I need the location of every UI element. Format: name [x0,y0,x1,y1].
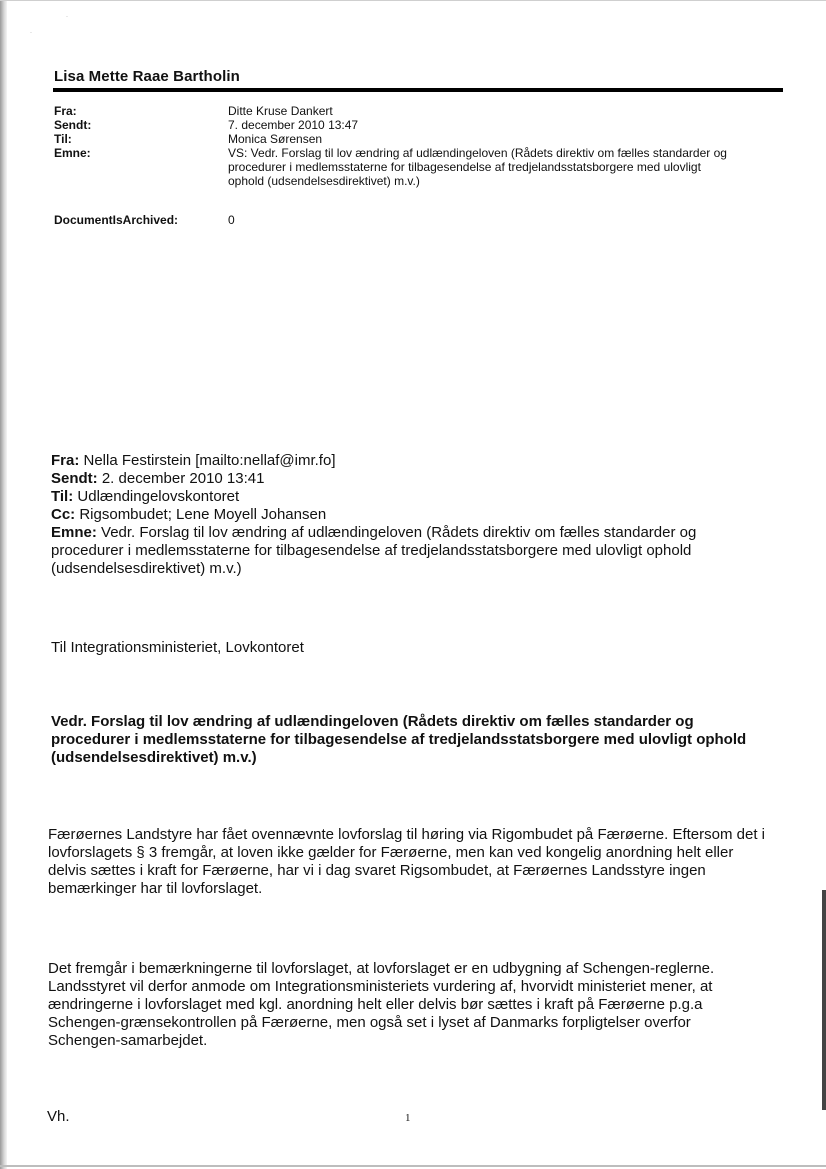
fwd-subject-row [51,524,771,578]
page-number: 1 [405,1112,411,1124]
meta-to-label: Til: [54,132,72,146]
subject-heading: Vedr. Forslag til lov ændring af udlændingeloven (Rådets direktiv om fælles standarder og procedurer i medlemsstaterne for tilbagesendelse af tredjelandsstatsborgere med ulovligt ophold (udsendelsesdirektivet) m.v.) [51,713,747,766]
closing: Vh. [47,1108,70,1125]
body-paragraph-1: Færøernes Landstyre har fået ovennævnte lovforslag til høring via Rigombudet på Færøerne. Eftersom det i lovforslagets § 3 fremgår, at loven ikke gælder for Færøerne, men kan ved kongelig anordning helt eller delvis sættes i kraft for Færøerne, har vi i dag svaret Rigsombudet, at Færøernes Landsstyre ingen bemærkinger har til lovforslaget. [48,826,765,897]
fwd-from-value: Nella Festirstein [mailto:nellaf@imr.fo] [79,452,336,469]
fwd-cc-value: Rigsombudet; Lene Moyell Johansen [75,506,327,523]
meta-subject-label: Emne: [54,146,91,160]
meta-archived-row [54,213,235,227]
meta-archived-value: 0 [228,213,235,227]
meta-to-row [54,132,754,146]
meta-subject-value: VS: Vedr. Forslag til lov ændring af udlændingeloven (Rådets direktiv om fælles standarder og procedurer i medlemsstaterne for tilbagesendelse af tredjelandsstatsborgere med ulovligt ophold (udsendelsesdirektivet) m.v.) [228,146,727,188]
fwd-sent-value: 2. december 2010 13:41 [97,470,265,487]
meta-sent-value: 7. december 2010 13:47 [228,118,359,132]
forwarded-header [51,452,771,578]
fwd-sent-label: Sendt: [51,470,98,487]
fwd-to-value: Udlændingelovskontoret [73,488,240,505]
top-edge-line [0,0,826,1]
meta-from-row [54,104,754,118]
meta-to-value: Monica Sørensen [228,132,323,146]
meta-archived-label: DocumentIsArchived: [54,213,179,227]
fwd-subject-value: Vedr. Forslag til lov ændring af udlændingeloven (Rådets direktiv om fælles standarder og procedurer i medlemsstaterne for tilbagesendelse af tredjelandsstatsborgere med ulovligt ophold (udsendelsesdirektivet) m.v.) [51,524,697,577]
fwd-subject-label: Emne: [51,524,97,541]
meta-sent-label: Sendt: [54,118,92,132]
fwd-cc-label: Cc: [51,506,76,523]
fwd-from-label: Fra: [51,452,80,469]
greeting: Til Integrationsministeriet, Lovkontoret [51,639,304,656]
meta-from-value: Ditte Kruse Dankert [228,104,333,118]
meta-from-label: Fra: [54,104,77,118]
body-paragraph-2: Det fremgår i bemærkningerne til lovforslaget, at lovforslaget er en udbygning af Schengen-reglerne. Landsstyret vil derfor anmode om Integrationsministeriets vurdering af, hvorvidt ministeriet mener, at ændringerne i lovforslaget med kgl. anordning helt eller delvis bør sættes i kraft på Færøerne p.g.a Schengen-grænsekontrollen på Færøerne, men også set i lyset af Danmarks forpligtelser overfor Schengen-samarbejdet. [48,960,715,1049]
meta-sent-row [54,118,754,132]
fwd-to-label: Til: [51,488,74,505]
scan-speck: · [66,14,68,20]
right-edge-shadow [822,890,826,1110]
fwd-cc-row [51,506,771,524]
fwd-sent-row [51,470,771,488]
meta-subject-row [54,146,754,188]
header-rule [53,88,783,92]
header-name: Lisa Mette Raae Bartholin [54,68,240,85]
email-meta [54,104,754,188]
scan-speck: · [30,30,32,36]
fwd-from-row [51,452,771,470]
bottom-edge-line [0,1165,826,1167]
scan-edge-shadow [0,0,7,1169]
fwd-to-row [51,488,771,506]
